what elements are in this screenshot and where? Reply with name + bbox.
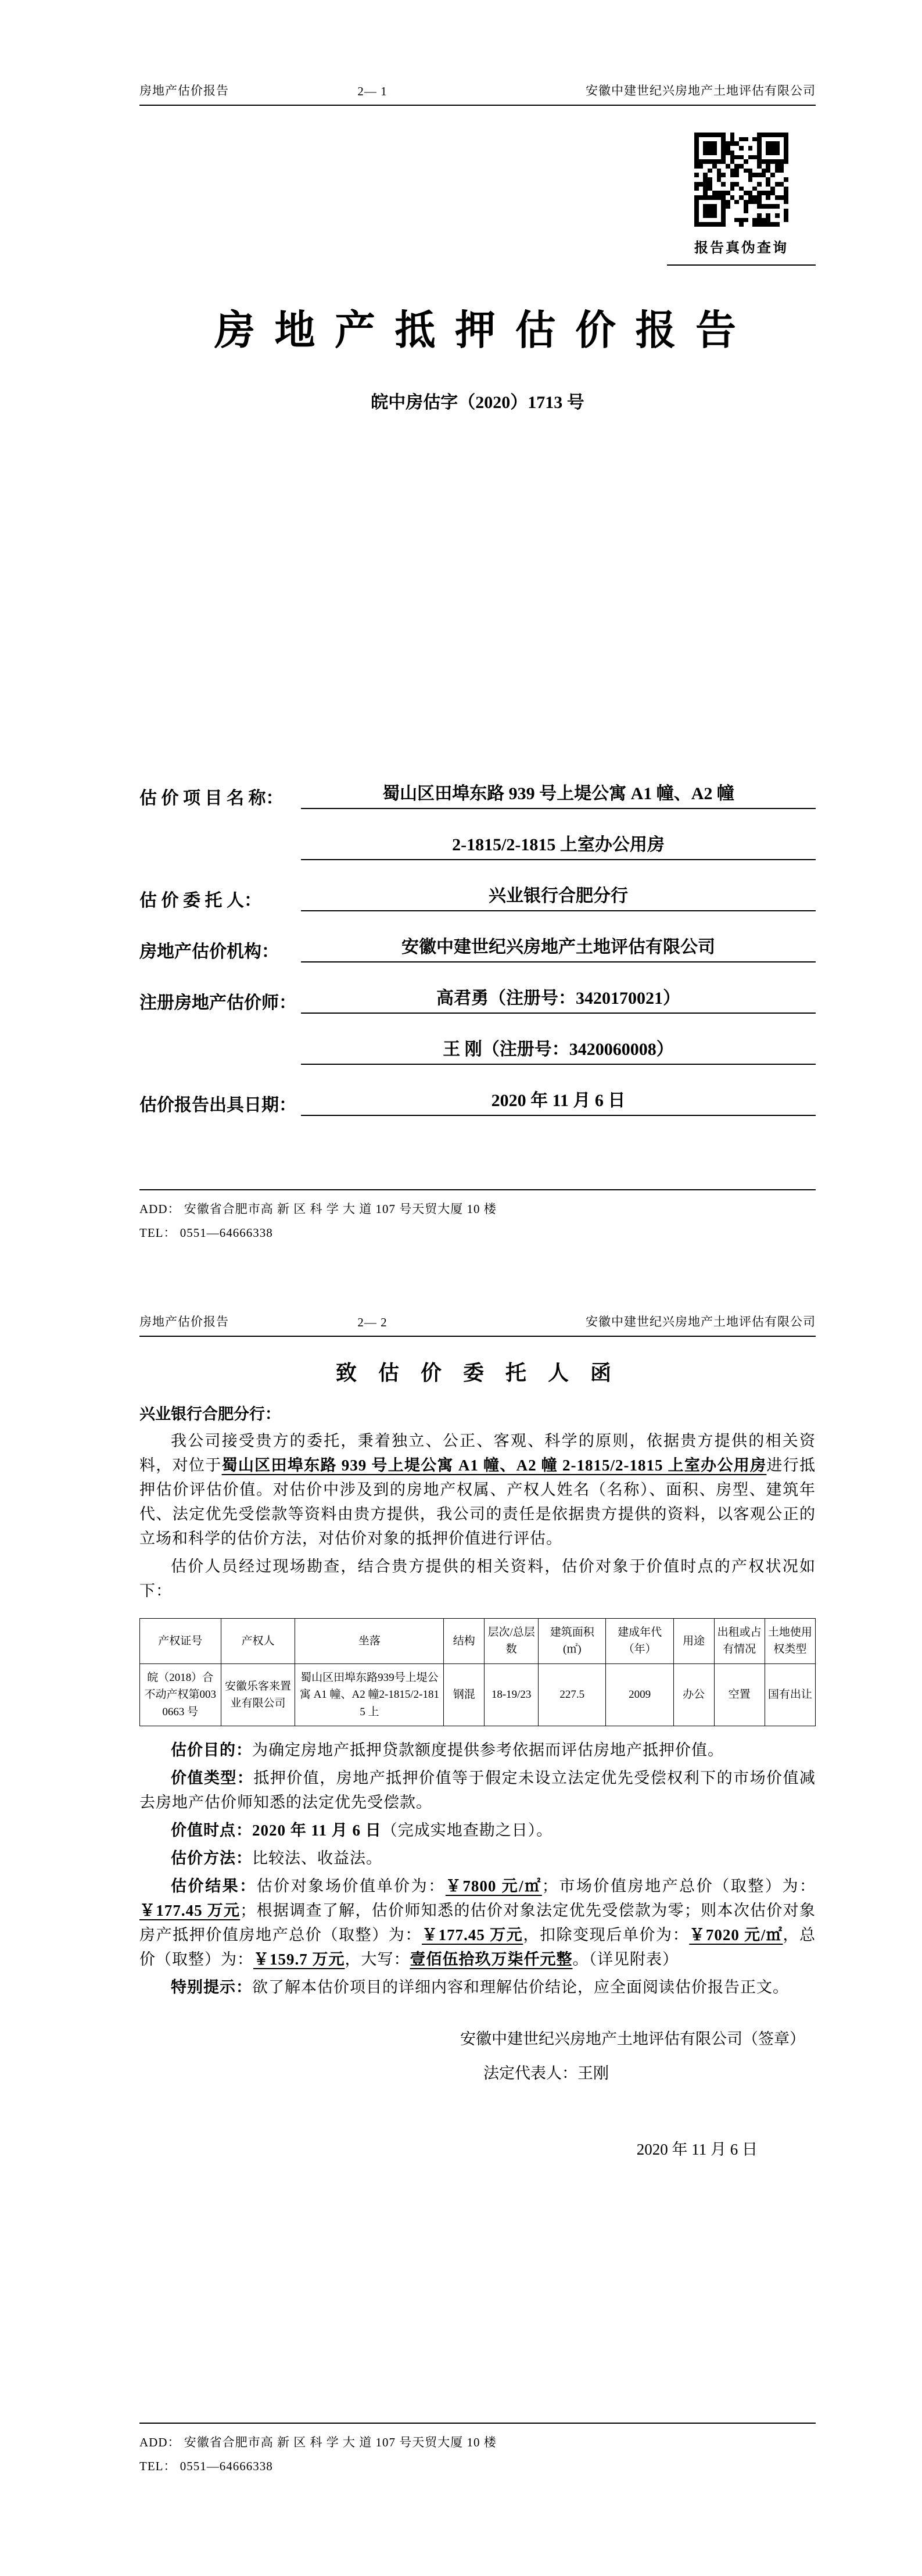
footer-address: ADD： 安徽省合肥市高 新 区 科 学 大 道 107 号天贸大厦 10 楼	[139, 2435, 497, 2450]
field-label: 估 价 委 托 人：	[139, 891, 261, 910]
form-row-appraiser-1	[139, 981, 816, 1014]
signature-company: 安徽中建世纪兴房地产土地评估有限公司（签章）	[460, 2030, 805, 2048]
col-header: 结构	[444, 1619, 485, 1664]
text-segment: 。（详见附表）	[572, 1951, 679, 1969]
field-value: 2020 年 11 月 6 日	[301, 1086, 816, 1116]
field-label: 估价报告出具日期：	[139, 1096, 296, 1115]
text-segment: 价值类型：	[171, 1769, 254, 1787]
footer-address: ADD： 安徽省合肥市高 新 区 科 学 大 道 107 号天贸大厦 10 楼	[139, 1202, 497, 1217]
cell-structure: 钢混	[444, 1663, 485, 1726]
cell-year: 2009	[606, 1663, 673, 1726]
letter-page	[0, 1288, 922, 2576]
text-segment: 估价目的：	[171, 1741, 252, 1759]
text-segment: ￥177.45 万元	[139, 1902, 241, 1920]
text-segment: 蜀山区田埠东路 939 号上堤公寓 A1 幢、A2 幢 2-1815/2-1815 上室办公用房	[221, 1457, 767, 1474]
text-segment: 壹佰伍拾玖万柒仟元整	[410, 1951, 573, 1969]
form-row-project-name-line2	[139, 828, 816, 860]
footer-phone: TEL： 0551—64666338	[139, 2459, 273, 2474]
col-header: 建成年代（年）	[606, 1619, 673, 1664]
purpose-paragraph	[139, 1738, 816, 1762]
field-label: 房地产估价机构：	[139, 942, 279, 961]
result-paragraph	[139, 1874, 816, 1972]
field-value: 王 刚（注册号：3420060008）	[301, 1035, 816, 1065]
header-company-name: 安徽中建世纪兴房地产土地评估有限公司	[586, 1315, 816, 1329]
text-segment: 欲了解本估价项目的详细内容和理解估价结论，应全面阅读估价报告正文。	[252, 1978, 789, 1997]
col-header: 层次/总层数	[485, 1619, 539, 1664]
header-doc-type: 房地产估价报告	[139, 1315, 229, 1329]
letter-title: 致 估 价 委 托 人 函	[335, 1361, 619, 1384]
text-segment: ，总价（取整）为：	[139, 1926, 816, 1969]
text-segment: 比较法、收益法。	[252, 1849, 382, 1867]
field-value: 安徽中建世纪兴房地产土地评估有限公司	[301, 932, 816, 963]
header-company-name: 安徽中建世纪兴房地产土地评估有限公司	[586, 84, 816, 98]
text-segment: ￥7800 元/㎡	[445, 1877, 542, 1895]
cell-land-right: 国有出让	[765, 1663, 815, 1726]
method-paragraph	[139, 1846, 816, 1870]
text-segment: ￥159.7 万元	[253, 1951, 345, 1969]
cell-floor: 18-19/23	[485, 1663, 539, 1726]
header-doc-type: 房地产估价报告	[139, 84, 229, 98]
table-header-row	[140, 1619, 816, 1664]
text-segment: 价值时点：	[171, 1822, 252, 1840]
form-row-agency	[139, 930, 816, 963]
field-label: 估 价 项 目 名 称：	[139, 789, 284, 808]
page-footer	[139, 2423, 816, 2478]
intro-paragraph	[139, 1429, 816, 1551]
qr-caption: 报告真伪查询	[694, 241, 788, 256]
cell-area: 227.5	[539, 1663, 606, 1726]
field-value: 2-1815/2-1815 上室办公用房	[301, 830, 816, 860]
signature-date: 2020 年 11 月 6 日	[636, 2141, 758, 2159]
form-row-issue-date	[139, 1083, 816, 1116]
col-header: 产权证号	[140, 1619, 221, 1664]
text-segment: 抵押价值，房地产抵押价值等于假定未设立法定优先受偿权利下的市场价值减去房地产估价师知悉的法定优先受偿款。	[139, 1769, 816, 1812]
col-header: 用途	[673, 1619, 714, 1664]
text-segment: 我公司接受贵方的委托，秉着独立、公正、客观、科学的原则，依据贵方提供的相关资料，对位于	[139, 1432, 816, 1474]
notice-paragraph	[139, 1975, 816, 1999]
cell-owner: 安徽乐客来置业有限公司	[221, 1663, 295, 1726]
text-segment: ￥177.45 万元	[422, 1926, 523, 1944]
text-segment: 为确定房地产抵押贷款额度提供参考依据而评估房地产抵押价值。	[252, 1741, 724, 1759]
form-row-appraiser-2	[139, 1032, 816, 1065]
col-header: 土地使用权类型	[765, 1619, 815, 1664]
text-segment: ，扣除变现后单价为：	[523, 1926, 690, 1944]
cover-form	[139, 777, 816, 1116]
text-segment: ；市场价值房地产总价（取整）为：	[541, 1877, 816, 1895]
header-page-number: 2— 2	[357, 1315, 388, 1329]
survey-paragraph: 估价人员经过现场勘查，结合贵方提供的相关资料，估价对象于价值时点的产权状况如下：	[139, 1558, 816, 1600]
header-page-number: 2— 1	[357, 84, 388, 98]
field-label: 注册房地产估价师：	[139, 993, 296, 1012]
field-value: 蜀山区田埠东路 939 号上堤公寓 A1 幢、A2 幢	[301, 779, 816, 809]
text-segment: 估价对象场价值单价为：	[256, 1877, 446, 1895]
field-value: 高君勇（注册号：3420170021）	[301, 983, 816, 1014]
text-segment: 进行抵押估价评估价值。对估价中涉及到的房地产权属、产权人姓名（名称）、面积、房型、建筑年代、法定优先受偿款等资料由贵方提供，我公司的责任是依据贵方提供的资料，以客观公正的立场和科学的估价方法，对估价对象的抵押价值进行评估。	[139, 1457, 816, 1547]
page-header	[139, 1312, 816, 1337]
cell-use: 办公	[673, 1663, 714, 1726]
form-row-client	[139, 879, 816, 911]
value-date-paragraph	[139, 1818, 816, 1842]
cell-occupancy: 空置	[714, 1663, 765, 1726]
qr-code-icon	[694, 133, 788, 227]
text-segment: （完成实地查勘之日）。	[381, 1822, 553, 1840]
col-header: 出租或占有情况	[714, 1619, 765, 1664]
salutation: 兴业银行合肥分行：	[139, 1405, 281, 1423]
col-header: 坐落	[295, 1619, 444, 1664]
col-header: 产权人	[221, 1619, 295, 1664]
value-type-paragraph	[139, 1766, 816, 1815]
page-header	[139, 81, 816, 106]
text-segment: 估价结果：	[171, 1877, 257, 1895]
footer-phone: TEL： 0551—64666338	[139, 1226, 273, 1240]
col-header: 建筑面积(㎡)	[539, 1619, 606, 1664]
ownership-table	[139, 1618, 816, 1726]
text-segment: ，大写：	[345, 1951, 410, 1969]
qr-verification-block	[667, 133, 816, 266]
text-segment: 估价方法：	[171, 1849, 252, 1867]
cell-certificate-no: 皖（2018）合不动产权第0030663 号	[140, 1663, 221, 1726]
field-value: 兴业银行合肥分行	[301, 881, 816, 911]
signature-legal-rep: 法定代表人：王刚	[483, 2065, 609, 2083]
text-segment: 特别提示：	[171, 1978, 252, 1997]
report-number: 皖中房估字（2020）1713 号	[371, 393, 584, 412]
table-row	[140, 1663, 816, 1726]
text-segment: 2020 年 11 月 6 日	[252, 1822, 382, 1840]
text-segment: ；根据调查了解，估价师知悉的估价对象法定优先受偿款为零；则本次估价对象房产抵押价值房地产总价（取整）为：	[139, 1902, 816, 1944]
form-row-project-name	[139, 777, 816, 809]
text-segment: ￥7020 元/㎡	[689, 1926, 783, 1944]
page-footer	[139, 1189, 816, 1245]
report-title: 房 地 产 抵 押 估 价 报 告	[214, 309, 741, 353]
cell-location: 蜀山区田埠东路939号上堤公寓 A1 幢、A2 幢2-1815/2-1815 上	[295, 1663, 444, 1726]
